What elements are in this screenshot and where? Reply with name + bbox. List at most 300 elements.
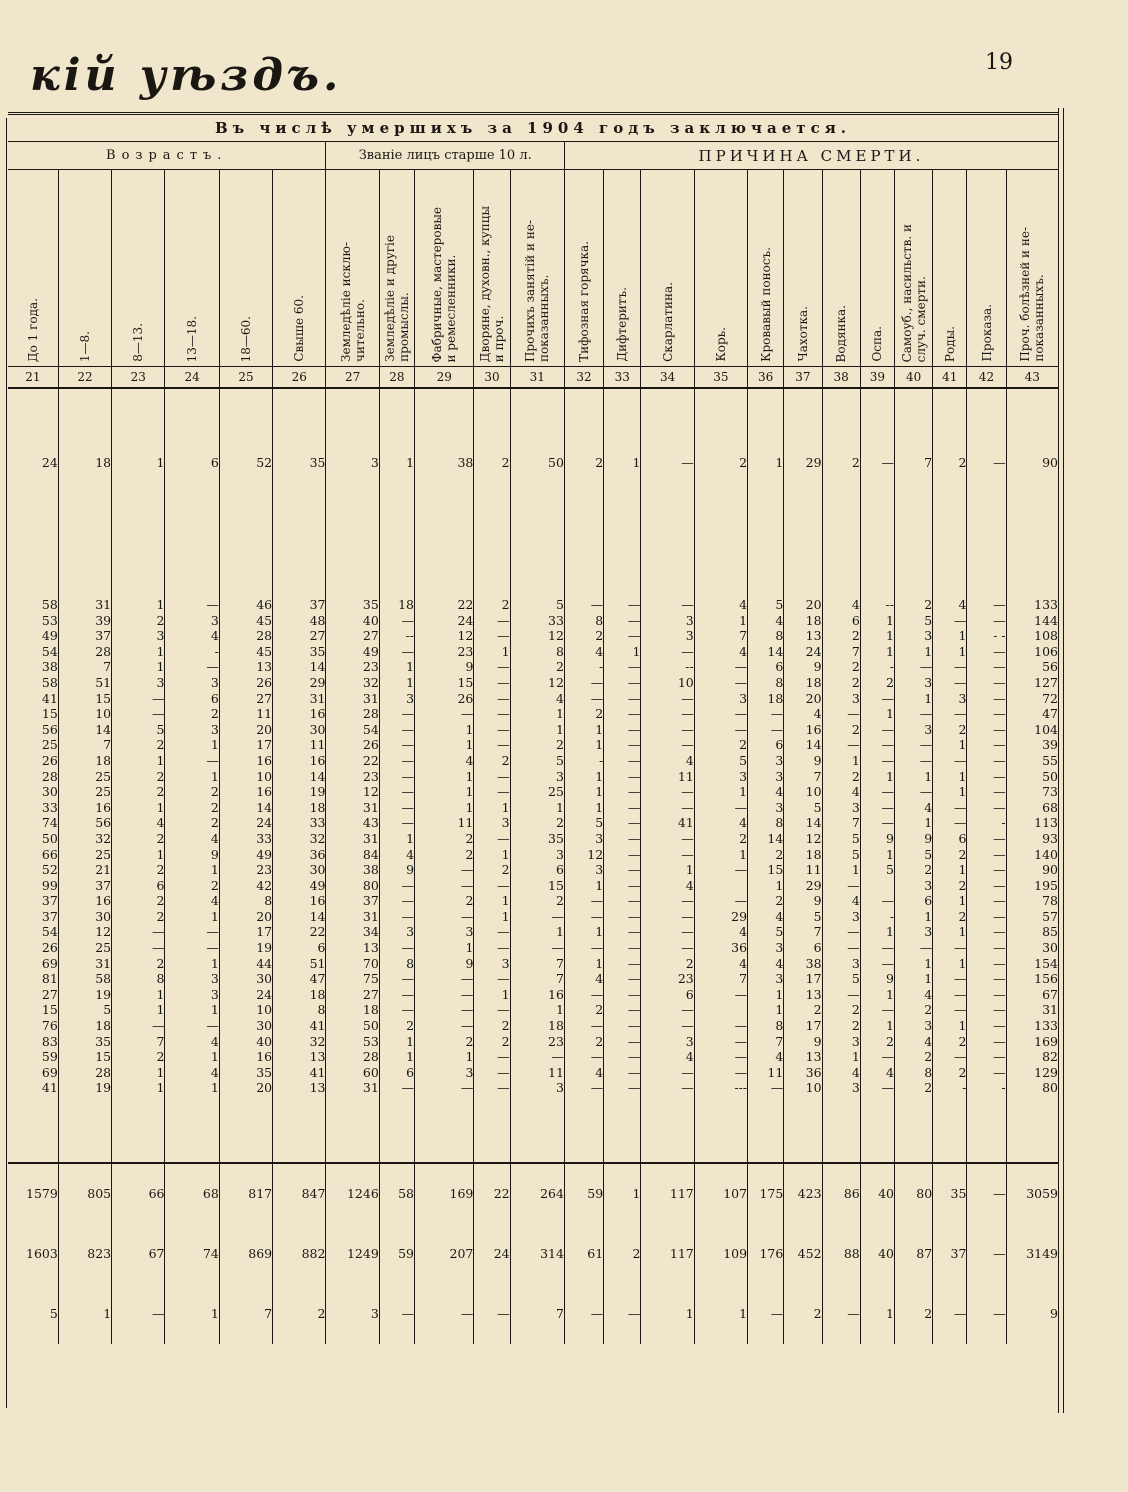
table-cell: 9 bbox=[415, 956, 474, 972]
table-cell: — bbox=[604, 909, 641, 925]
table-cell: 51 bbox=[58, 675, 111, 691]
table-cell: 31 bbox=[58, 956, 111, 972]
table-cell: — bbox=[415, 1002, 474, 1018]
table-cell: — bbox=[379, 644, 414, 660]
table-cell: 3 bbox=[694, 769, 747, 785]
table-cell: — bbox=[510, 909, 564, 925]
table-cell: 14 bbox=[784, 737, 822, 753]
table-cell: 1 bbox=[112, 597, 165, 613]
table-cell: 4 bbox=[822, 784, 860, 800]
table-cell: 7 bbox=[694, 971, 747, 987]
table-cell: — bbox=[860, 1002, 894, 1018]
table-cell: 23 bbox=[641, 971, 694, 987]
table-cell: — bbox=[379, 1284, 414, 1344]
table-cell: 1 bbox=[564, 924, 603, 940]
table-cell: 2 bbox=[822, 722, 860, 738]
table-cell: 1 bbox=[933, 644, 967, 660]
table-cell: - - bbox=[967, 628, 1006, 644]
table-cell: 5 bbox=[894, 847, 932, 863]
table-cell: 2 bbox=[112, 737, 165, 753]
column-header bbox=[604, 170, 641, 367]
table-cell: 1 bbox=[474, 644, 510, 660]
table-cell: 59 bbox=[564, 1164, 603, 1224]
table-cell: 4 bbox=[822, 1065, 860, 1081]
table-cell: — bbox=[474, 722, 510, 738]
table-cell: 20 bbox=[219, 1080, 272, 1096]
table-cell: 3 bbox=[894, 722, 932, 738]
table-cell: — bbox=[860, 737, 894, 753]
table-cell: 7 bbox=[894, 389, 932, 537]
table-cell: 19 bbox=[58, 987, 111, 1003]
table-row bbox=[8, 769, 1058, 785]
column-numbers bbox=[8, 367, 1058, 389]
table-cell: 175 bbox=[748, 1164, 784, 1224]
table-cell: — bbox=[641, 722, 694, 738]
table-cell: 805 bbox=[58, 1164, 111, 1224]
table-cell: 7 bbox=[510, 1284, 564, 1344]
table-row bbox=[8, 800, 1058, 816]
table-cell: - bbox=[967, 1080, 1006, 1096]
table-cell: — bbox=[860, 956, 894, 972]
table-cell: 80 bbox=[326, 878, 379, 894]
table-cell: 3 bbox=[822, 956, 860, 972]
table-cell: 50 bbox=[1006, 769, 1058, 785]
table-cell: 30 bbox=[58, 909, 111, 925]
table-cell: — bbox=[564, 1080, 603, 1096]
column-header-label: Земледѣліе исклю- чительно. bbox=[338, 242, 367, 362]
table-cell: 2 bbox=[165, 784, 219, 800]
table-cell: 2 bbox=[415, 831, 474, 847]
table-cell: 2 bbox=[112, 769, 165, 785]
table-cell: — bbox=[604, 675, 641, 691]
table-cell: 10 bbox=[641, 675, 694, 691]
table-cell: 4 bbox=[415, 753, 474, 769]
table-cell bbox=[748, 1096, 784, 1163]
table-cell: — bbox=[564, 940, 603, 956]
table-cell: 66 bbox=[41, 846, 58, 862]
table-cell: — bbox=[165, 1018, 219, 1034]
table-cell: 4 bbox=[165, 893, 219, 909]
table-cell: — bbox=[604, 706, 641, 722]
table-cell: 3 bbox=[415, 924, 474, 940]
column-header bbox=[326, 170, 379, 367]
table-cell: 17 bbox=[784, 1018, 822, 1034]
table-row bbox=[8, 753, 1058, 769]
table-cell: — bbox=[474, 1284, 510, 1344]
table-cell: 2 bbox=[165, 706, 219, 722]
table-cell: 20 bbox=[784, 691, 822, 707]
table-cell: 2 bbox=[860, 1034, 894, 1050]
table-cell bbox=[641, 1096, 694, 1163]
table-cell: — bbox=[604, 613, 641, 629]
table-cell: 35 bbox=[933, 1164, 967, 1224]
table-cell: 11 bbox=[415, 815, 474, 831]
column-number: 27 bbox=[326, 367, 379, 389]
table-cell: — bbox=[474, 971, 510, 987]
table-cell: 1 bbox=[641, 862, 694, 878]
table-cell: 1 bbox=[894, 909, 932, 925]
table-cell: — bbox=[967, 784, 1006, 800]
table-cell bbox=[474, 1096, 510, 1163]
table-cell: 1 bbox=[474, 987, 510, 1003]
table-cell: — bbox=[641, 909, 694, 925]
table-cell: 80 bbox=[1006, 1080, 1058, 1096]
table-banner: Въ числѣ умершихъ за 1904 годъ заключается. bbox=[8, 114, 1058, 142]
table-cell bbox=[326, 537, 379, 597]
page-number: 19 bbox=[985, 50, 1013, 75]
table-cell: 1 bbox=[415, 784, 474, 800]
table-cell: 1 bbox=[112, 389, 165, 537]
table-row bbox=[8, 613, 1058, 629]
table-cell: 90 bbox=[1006, 389, 1058, 537]
table-cell: — bbox=[967, 924, 1006, 940]
table-cell: 2 bbox=[112, 956, 165, 972]
column-header-label: Чахотка. bbox=[795, 306, 810, 362]
table-cell: 264 bbox=[510, 1164, 564, 1224]
column-header bbox=[1006, 170, 1058, 367]
table-cell: 2 bbox=[784, 1284, 822, 1344]
table-cell: 9 bbox=[860, 831, 894, 847]
table-cell: 2 bbox=[933, 909, 967, 925]
column-number: 23 bbox=[112, 367, 165, 389]
table-cell: 48 bbox=[273, 613, 326, 629]
table-cell bbox=[933, 537, 967, 597]
table-cell: — bbox=[967, 753, 1006, 769]
table-cell: 2 bbox=[822, 675, 860, 691]
table-cell: 57 bbox=[1006, 909, 1058, 925]
table-cell: 14 bbox=[748, 644, 784, 660]
table-cell: 1 bbox=[860, 628, 894, 644]
table-cell: 1 bbox=[564, 956, 603, 972]
table-cell bbox=[860, 878, 894, 894]
table-cell: — bbox=[379, 987, 414, 1003]
table-cell: — bbox=[112, 1018, 165, 1034]
table-cell bbox=[694, 1096, 747, 1163]
table-cell: 4 bbox=[748, 613, 784, 629]
table-cell: 42 bbox=[219, 878, 272, 894]
table-cell: 23 bbox=[510, 1034, 564, 1050]
table-cell: 5 bbox=[694, 753, 747, 769]
table-cell: 80 bbox=[894, 1164, 932, 1224]
table-cell: 8 bbox=[510, 644, 564, 660]
table-cell: 37 bbox=[58, 878, 111, 894]
table-cell: 1 bbox=[860, 644, 894, 660]
table-cell: — bbox=[748, 722, 784, 738]
table-cell: 32 bbox=[58, 831, 111, 847]
table-cell: 14 bbox=[58, 722, 111, 738]
table-cell: 47 bbox=[273, 971, 326, 987]
table-cell: 2 bbox=[474, 753, 510, 769]
table-cell: 14 bbox=[273, 909, 326, 925]
table-cell: — bbox=[415, 862, 474, 878]
table-cell: — bbox=[822, 878, 860, 894]
table-cell: 1603 bbox=[26, 1246, 58, 1262]
table-cell: 22 bbox=[415, 597, 474, 613]
table-row bbox=[8, 628, 1058, 644]
column-header-label: Прочихъ занятій и не- показанныхъ. bbox=[523, 219, 552, 362]
table-cell: 31 bbox=[326, 691, 379, 707]
table-cell: 176 bbox=[748, 1224, 784, 1284]
table-cell: 7 bbox=[510, 971, 564, 987]
column-header bbox=[8, 170, 58, 367]
table-cell: 4 bbox=[641, 753, 694, 769]
column-header bbox=[165, 170, 219, 367]
table-cell: — bbox=[967, 847, 1006, 863]
table-cell: 1 bbox=[641, 1284, 694, 1344]
table-cell: 35 bbox=[326, 597, 379, 613]
table-cell: 4 bbox=[694, 956, 747, 972]
table-cell: 81 bbox=[41, 971, 58, 987]
table-row bbox=[8, 1049, 1058, 1065]
table-row bbox=[8, 722, 1058, 738]
table-cell: 37 bbox=[326, 893, 379, 909]
table-cell: — bbox=[933, 815, 967, 831]
table-cell: 26 bbox=[219, 675, 272, 691]
table-cell: 16 bbox=[219, 1049, 272, 1065]
table-cell: 33 bbox=[41, 799, 58, 815]
table-cell: — bbox=[415, 1080, 474, 1096]
table-cell: 8 bbox=[748, 815, 784, 831]
table-cell bbox=[604, 537, 641, 597]
table-cell: 207 bbox=[415, 1224, 474, 1284]
table-cell: 26 bbox=[41, 752, 58, 768]
table-cell: — bbox=[967, 940, 1006, 956]
table-cell: 17 bbox=[219, 737, 272, 753]
table-cell: 7 bbox=[510, 956, 564, 972]
table-cell: 8 bbox=[748, 1018, 784, 1034]
table-cell: 14 bbox=[784, 815, 822, 831]
table-cell: 27 bbox=[41, 986, 58, 1002]
table-cell: 18 bbox=[784, 847, 822, 863]
table-cell: 12 bbox=[510, 628, 564, 644]
column-header-label: Фабричные, мастеровые и ремесленники. bbox=[430, 206, 459, 362]
table-cell: 3 bbox=[641, 628, 694, 644]
column-number: 40 bbox=[894, 367, 932, 389]
table-cell: — bbox=[165, 597, 219, 613]
table-cell: 2 bbox=[933, 878, 967, 894]
table-cell: 2 bbox=[933, 722, 967, 738]
table-cell: 1 bbox=[165, 737, 219, 753]
table-cell: 13 bbox=[784, 1049, 822, 1065]
table-cell: 3 bbox=[165, 971, 219, 987]
table-cell: 18 bbox=[273, 987, 326, 1003]
column-number: 36 bbox=[748, 367, 784, 389]
table-cell: 56 bbox=[41, 721, 58, 737]
table-cell: 1 bbox=[564, 800, 603, 816]
table-cell: 26 bbox=[41, 940, 58, 956]
table-cell: 37 bbox=[933, 1224, 967, 1284]
table-cell: 12 bbox=[415, 628, 474, 644]
table-cell: — bbox=[694, 1065, 747, 1081]
table-cell: 2 bbox=[165, 800, 219, 816]
table-cell: — bbox=[822, 706, 860, 722]
table-cell: 3059 bbox=[1006, 1164, 1058, 1224]
table-cell: 1 bbox=[933, 769, 967, 785]
table-cell: 53 bbox=[41, 612, 58, 628]
table-cell: — bbox=[694, 706, 747, 722]
table-cell: 1 bbox=[933, 1018, 967, 1034]
table-cell: 12 bbox=[564, 847, 603, 863]
table-cell: — bbox=[165, 940, 219, 956]
table-cell bbox=[1006, 1096, 1058, 1163]
table-cell: — bbox=[112, 940, 165, 956]
table-cell: 25 bbox=[41, 737, 58, 753]
table-cell: 2 bbox=[415, 893, 474, 909]
table-cell: 1 bbox=[474, 800, 510, 816]
table-cell: 1 bbox=[822, 1049, 860, 1065]
table-cell: — bbox=[474, 878, 510, 894]
table-cell: 16 bbox=[58, 893, 111, 909]
table-cell: 2 bbox=[165, 815, 219, 831]
table-cell: — bbox=[694, 1018, 747, 1034]
table-cell: 1 bbox=[933, 893, 967, 909]
page-header bbox=[0, 0, 1128, 110]
column-header-label: Свыше 60. bbox=[292, 295, 307, 362]
table-cell: — bbox=[564, 597, 603, 613]
table-cell: 129 bbox=[1006, 1065, 1058, 1081]
table-cell: 4 bbox=[933, 597, 967, 613]
table-cell: 41 bbox=[41, 1080, 58, 1096]
table-cell: 29 bbox=[784, 878, 822, 894]
column-number: 29 bbox=[415, 367, 474, 389]
table-row bbox=[8, 784, 1058, 800]
column-header-label: Тифозная горячка. bbox=[577, 241, 592, 362]
table-cell: — bbox=[604, 1018, 641, 1034]
table-cell: 7 bbox=[748, 1034, 784, 1050]
table-cell: 11 bbox=[641, 769, 694, 785]
table-cell: — bbox=[967, 389, 1006, 537]
table-row bbox=[8, 1002, 1058, 1018]
table-cell: 4 bbox=[748, 909, 784, 925]
table-cell: 13 bbox=[784, 987, 822, 1003]
table-cell: 82 bbox=[1006, 1049, 1058, 1065]
table-cell: 41 bbox=[641, 815, 694, 831]
table-cell: 3 bbox=[933, 691, 967, 707]
table-cell: 16 bbox=[510, 987, 564, 1003]
table-cell: 2 bbox=[510, 737, 564, 753]
table-cell: 10 bbox=[219, 1002, 272, 1018]
table-cell: — bbox=[894, 940, 932, 956]
table-cell bbox=[165, 1096, 219, 1163]
table-cell: 70 bbox=[326, 956, 379, 972]
table-cell: — bbox=[112, 924, 165, 940]
column-header bbox=[273, 170, 326, 367]
table-cell: 7 bbox=[58, 737, 111, 753]
table-cell: 31 bbox=[326, 1080, 379, 1096]
table-cell: — bbox=[604, 1034, 641, 1050]
column-header-label: До 1 года. bbox=[25, 297, 40, 362]
table-cell: 4 bbox=[694, 644, 747, 660]
table-cell: — bbox=[694, 675, 747, 691]
table-cell: 6 bbox=[933, 831, 967, 847]
table-cell: — bbox=[379, 784, 414, 800]
table-cell: — bbox=[379, 1002, 414, 1018]
table-cell: 423 bbox=[784, 1164, 822, 1224]
table-cell: 37 bbox=[41, 908, 58, 924]
table-cell: 20 bbox=[219, 909, 272, 925]
table-cell: — bbox=[510, 1049, 564, 1065]
table-cell: 117 bbox=[641, 1224, 694, 1284]
table-cell: — bbox=[822, 1284, 860, 1344]
table-cell: 40 bbox=[326, 613, 379, 629]
table-cell: 9 bbox=[860, 971, 894, 987]
table-cell: 16 bbox=[784, 722, 822, 738]
table-cell: — bbox=[967, 1018, 1006, 1034]
column-number: 38 bbox=[822, 367, 860, 389]
table-cell: 5 bbox=[822, 847, 860, 863]
table-cell: 93 bbox=[1006, 831, 1058, 847]
table-cell: — bbox=[604, 1080, 641, 1096]
table-cell: 6 bbox=[273, 940, 326, 956]
table-row bbox=[8, 1034, 1058, 1050]
table-cell: — bbox=[415, 1018, 474, 1034]
table-cell: — bbox=[967, 893, 1006, 909]
table-cell: 823 bbox=[58, 1224, 111, 1284]
table-cell: — bbox=[604, 1284, 641, 1344]
table-cell: — bbox=[474, 628, 510, 644]
column-number: 34 bbox=[641, 367, 694, 389]
table-cell: 49 bbox=[326, 644, 379, 660]
table-cell: — bbox=[933, 659, 967, 675]
table-cell bbox=[894, 537, 932, 597]
table-cell: — bbox=[604, 924, 641, 940]
table-cell: 7 bbox=[58, 659, 111, 675]
table-cell: 1 bbox=[415, 722, 474, 738]
table-cell: 46 bbox=[219, 597, 272, 613]
table-cell: 32 bbox=[273, 1034, 326, 1050]
table-cell: — bbox=[474, 1065, 510, 1081]
table-cell: 127 bbox=[1006, 675, 1058, 691]
table-cell: 87 bbox=[894, 1224, 932, 1284]
table-cell: — bbox=[415, 909, 474, 925]
right-border-rule bbox=[1058, 108, 1064, 1413]
table-cell: 1 bbox=[860, 769, 894, 785]
table-cell: 16 bbox=[273, 753, 326, 769]
column-header bbox=[219, 170, 272, 367]
table-cell: — bbox=[860, 722, 894, 738]
table-cell: 3 bbox=[894, 924, 932, 940]
table-cell: — bbox=[967, 862, 1006, 878]
table-cell: 83 bbox=[41, 1033, 58, 1049]
table-cell: 1 bbox=[165, 956, 219, 972]
table-cell: — bbox=[474, 940, 510, 956]
table-cell: 27 bbox=[273, 628, 326, 644]
table-cell: 2 bbox=[933, 389, 967, 537]
table-cell: 108 bbox=[1006, 628, 1058, 644]
column-number: 35 bbox=[694, 367, 747, 389]
table-cell: 1 bbox=[474, 909, 510, 925]
table-cell: 16 bbox=[219, 784, 272, 800]
table-cell: 3 bbox=[894, 628, 932, 644]
table-cell: 2 bbox=[894, 1049, 932, 1065]
table-cell: — bbox=[967, 737, 1006, 753]
table-cell: 50 bbox=[41, 830, 58, 846]
table-cell: 117 bbox=[641, 1164, 694, 1224]
table-cell: 31 bbox=[58, 597, 111, 613]
table-cell: — bbox=[641, 800, 694, 816]
table-cell: 2 bbox=[748, 847, 784, 863]
table-cell: 31 bbox=[326, 800, 379, 816]
table-cell: — bbox=[641, 1002, 694, 1018]
table-row bbox=[8, 737, 1058, 753]
table-cell: 1 bbox=[165, 862, 219, 878]
table-cell: 18 bbox=[784, 675, 822, 691]
table-cell: — bbox=[604, 862, 641, 878]
table-cell: 5 bbox=[564, 815, 603, 831]
gap-row bbox=[8, 537, 1058, 597]
table-cell: 1 bbox=[894, 769, 932, 785]
table-cell: 18 bbox=[784, 613, 822, 629]
